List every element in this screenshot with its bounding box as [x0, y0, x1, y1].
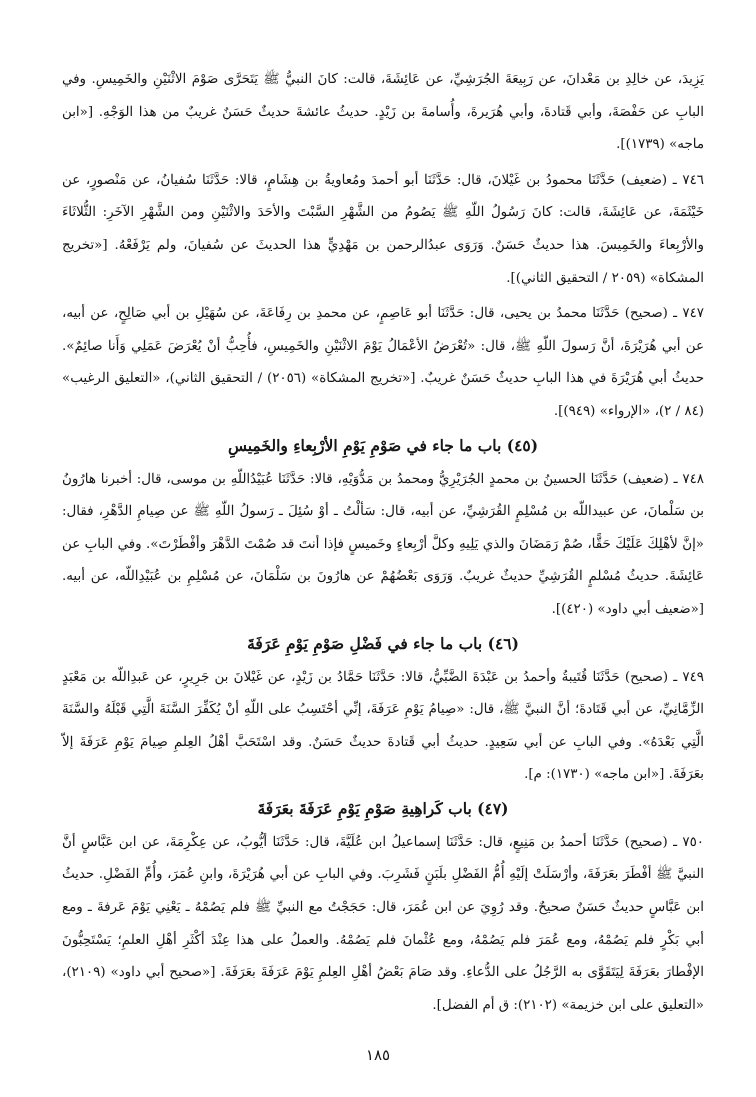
paragraph-748: ٧٤٨ ـ (ضعيف) حَدَّثَنَا الحسينُ بن محمدٍ الجُرَيْرِيُّ ومحمدُ بن مَدُّوَيْهِ، قالا: حَدَّثَنَا عُبَيْدُاللّهِ بن موسى، قال: أخبرنا هارُونُ بن سَلْمانَ، عن عبيداللّه بن مُسْلِمٍ القُرَشِيِّ، عن أبيه، قال: سَألْتُ ـ أوْ سُئِلَ ـ رَسولُ اللّهِ ﷺ عن صِيامِ الدَّهْرِ، فقال: «إنَّ لأهْلِكَ عَلَيْكَ حَقًّا، صُمْ رَمَضَانَ والذي يَلِيهِ وكلَّ أرْبِعاءٍ وخَميسٍ فإذا أنتَ قد صُمْتَ الدَّهْرَ وأفْطَرْتَ». وفي البابِ عن عَائِشَةَ. حديثُ مُسْلمٍ القُرَشِيِّ حديثٌ غريبٌ. وَرَوَى بَعْضُهُمْ عن هارُونَ بن سَلْمَانَ، عن مُسْلِمِ بن عُبَيْدِاللّه، عن أبيه. [«ضعيف أبي داود» (٤٢٠)].	[62, 471, 704, 617]
chapter-heading-45: (٤٥) باب ما جاء في صَوْمِ يَوْمِ الأرْبِعاءِ والخَمِيسِ	[227, 435, 539, 455]
chapter-heading-47: (٤٧) باب كَراهِيةِ صَوْمِ يَوْمِ عَرَفَةَ بعَرَفَةَ	[257, 798, 509, 818]
paragraph-750: ٧٥٠ ـ (صحيح) حَدَّثَنَا أحمدُ بن مَنِيعٍ، قال: حَدَّثَنَا إسماعيلُ ابن عُلَيَّةَ، قال: حَدَّثَنَا أيُّوبُ، عن عِكْرِمَةَ، عن ابن عَبَّاسٍ أنَّ النبيَّ ﷺ أفْطَرَ بعَرَفَةَ، وأرْسَلَتْ إلَيْهِ أُمُّ الفَضْلِ بلَبَنٍ فَشَرِبَ. وفي البابِ عن أبي هُرَيْرَةَ، وابنِ عُمَرَ، وأُمِّ الفَضْلِ. حديثُ ابن عَبَّاسٍ حديثٌ حَسَنٌ صحيحٌ. وقد رُوِيَ عن ابن عُمَرَ، قال: حَجَجْتُ مع النبيِّ ﷺ فلم يَصُمْهُ ـ يَعْنِي يَوْمَ عَرفةَ ـ ومع أبي بَكْرٍ فلم يَصُمْهُ، ومع عُمَرَ فلم يَصُمْهُ، ومع عُثْمانَ فلم يَصُمْهُ. والعملُ على هذا عِنْدَ أكْثَرِ أهْلِ العلمِ؛ يَسْتَحِبُّونَ الإفْطارَ بعَرَفَةَ لِيَتَقَوَّى به الرَّجُلُ على الدُّعاءِ. وقد صَامَ بَعْضُ أهْلِ العِلمِ يَوْمَ عَرَفَةَ بعَرَفَةَ. [«صحيح أبي داود» (٢١٠٩)، «التعليق على ابن خزيمة» (٢١٠٢): ق أم الفضل].	[62, 834, 704, 1013]
chapter-heading-46: (٤٦) باب ما جاء في فَضْلِ صَوْمِ يَوْمِ عَرَفَةَ	[247, 633, 519, 653]
page-number: ١٨٥	[365, 1046, 391, 1064]
paragraph-747: ٧٤٧ ـ (صحيح) حَدَّثَنَا محمدُ بن يحيى، قال: حَدَّثَنَا أبو عَاصِمٍ، عن محمدِ بن رِفَاعَةَ، عن سُهَيْلِ بن أبي صَالِحٍ، عن أبيه، عن أبي هُرَيْرَةَ، أنَّ رَسولَ اللّهِ ﷺ، قال: «تُعْرَضُ الأعْمَالُ يَوْمَ الاثْنَيْنِ والخَمِيسِ، فأُحِبُّ أنْ يُعْرَضَ عَمَلِي وَأَنا صائِمٌ». حديثُ أبي هُرَيْرَةَ في هذا البابِ حديثٌ حَسَنٌ غريبٌ. [«تخريج المشكاة» (٢٠٥٦) / التحقيق الثاني)، «التعليق الرغيب» (٨٤ / ٢)، «الإرواء» (٩٤٩)].	[62, 306, 704, 419]
paragraph-745-continuation: يَزِيدَ، عن خالِدِ بن مَعْدانَ، عن رَبِيعَةَ الجُرَشِيِّ، عن عَائِشَةَ، قالت: كانَ النبيُّ ﷺ يَتَحَرَّى صَوْمَ الاثْنَيْنِ والخَمِيسِ. وفي البابِ عن حَفْصَةَ، وأبي قَتادةَ، وأبي هُرَيرةَ، وأُسامةَ بن زَيْدٍ. حديثُ عائشةَ حديثٌ حَسَنٌ غريبٌ من هذا الوَجْهِ. [«ابن ماجه» (١٧٣٩)].	[62, 72, 704, 153]
paragraph-749: ٧٤٩ ـ (صحيح) حَدَّثَنَا قُتَيبةُ وأحمدُ بن عَبْدَةَ الضَّبِّيُّ، قالا: حَدَّثَنَا حَمَّادُ بن زَيْدٍ، عن غَيْلانَ بن جَرِيرٍ، عن عَبدِاللّه بن مَعْبَدٍ الزِّمَّانِيِّ، عن أبي قَتَادةَ؛ أنَّ النبيَّ ﷺ، قال: «صِيامُ يَوْمِ عَرَفَةَ، إنِّي أحْتَسِبُ على اللّهِ أنْ يُكَفِّرَ السَّنَةَ الَّتِي قَبْلَهُ والسَّنَةَ الَّتِي بَعْدَهُ». وفي البابِ عن أبي سَعِيدٍ. حديثُ أبي قَتادةَ حديثٌ حَسَنٌ. وقد اسْتَحَبَّ أهْلُ العِلمِ صِيامَ يَوْمِ عَرَفَةَ إلاّ بعَرَفَةَ. [«ابن ماجه» (١٧٣٠): م].	[62, 669, 704, 783]
document-page	[62, 64, 704, 1022]
paragraph-746: ٧٤٦ ـ (ضعيف) حَدَّثَنَا محمودُ بن غَيْلانَ، قال: حَدَّثَنَا أبو أحمدَ ومُعاويةُ بن هِشَامٍ، قالا: حَدَّثَنَا سُفيانُ، عن مَنْصورٍ، عن خَيْثَمَةَ، عن عَائِشَةَ، قالت: كانَ رَسُولُ اللّهِ ﷺ يَصُومُ من الشَّهْرِ السَّبْتَ والأحَدَ والاثْنَيْنِ ومن الشَّهْرِ الآخَرِ: الثُّلاثَاءَ والأرْبِعاءَ والخَمِيسَ. هذا حديثٌ حَسَنٌ. وَرَوَى عبدُالرحمن بن مَهْدِيٍّ هذا الحديثَ عن سُفيانَ، ولم يَرْفَعْهُ. [«تخريج المشكاة» (٢٠٥٩ / التحقيق الثاني)].	[62, 172, 704, 286]
